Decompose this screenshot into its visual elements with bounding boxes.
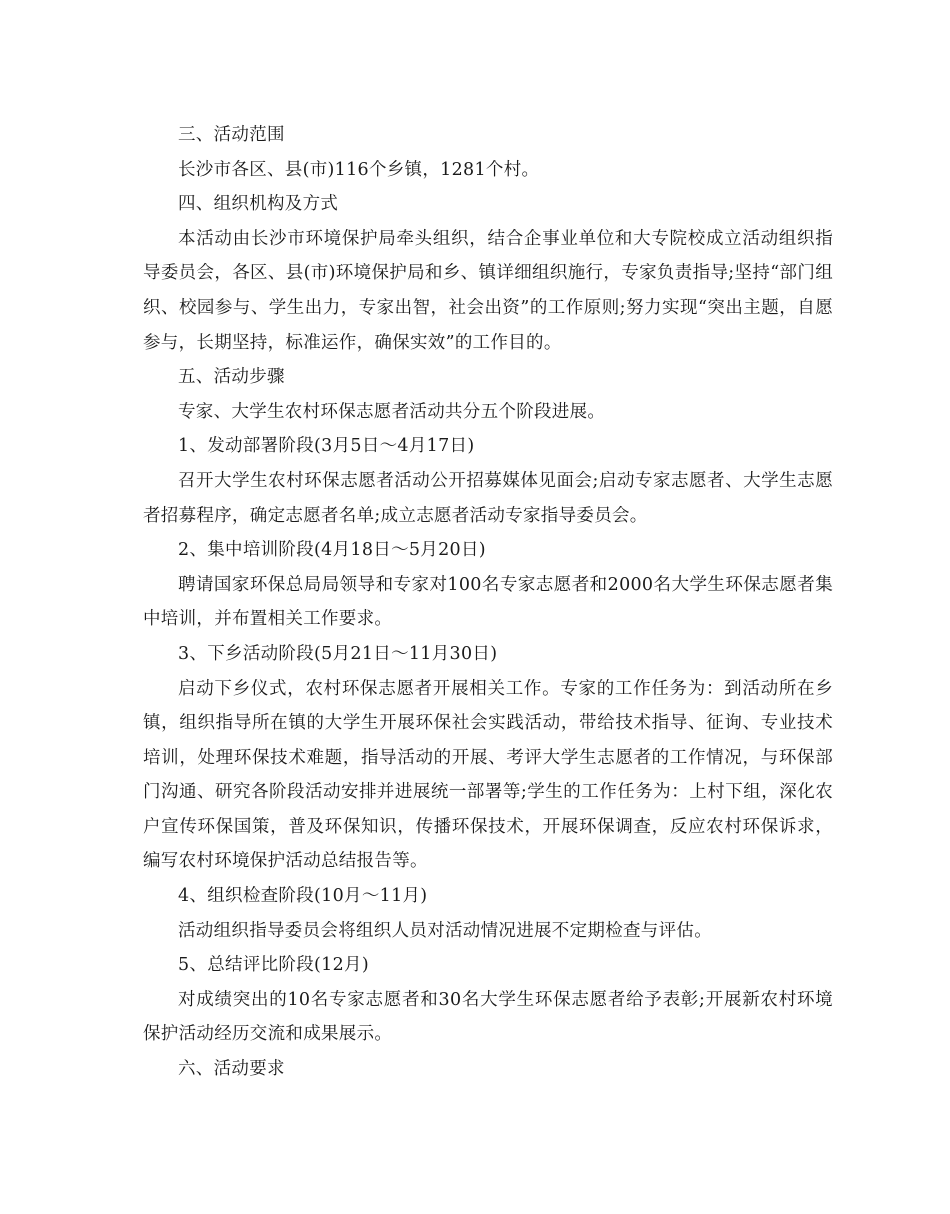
step-1-text: 召开大学生农村环保志愿者活动公开招募媒体见面会;启动专家志愿者、大学生志愿者招募程序，确定志愿者名单;成立志愿者活动专家指导委员会。 — [143, 470, 833, 526]
step-5-text: 对成绩突出的10名专家志愿者和30名大学生环保志愿者给予表彰;开展新农村环境保护活动经历交流和成果展示。 — [143, 989, 833, 1045]
steps-intro-text: 专家、大学生农村环保志愿者活动共分五个阶段进展。 — [178, 401, 606, 422]
section-heading-requirements: 六、活动要求 — [178, 1059, 285, 1080]
section-heading-scope: 三、活动范围 — [178, 125, 285, 145]
step-3-heading: 3、下乡活动阶段(5月21日～11月30日) — [178, 643, 498, 664]
step-2-heading: 2、集中培训阶段(4月18日～5月20日) — [178, 540, 486, 561]
step-2-text: 聘请国家环保总局局领导和专家对100名专家志愿者和2000名大学生环保志愿者集中培训，并布置相关工作要求。 — [143, 574, 833, 630]
section-heading-organization: 四、组织机构及方式 — [178, 194, 339, 215]
step-5-heading: 5、总结评比阶段(12月) — [178, 955, 369, 976]
scope-text: 长沙市各区、县(市)116个乡镇，1281个村。 — [178, 159, 540, 180]
step-3-text: 启动下乡仪式，农村环保志愿者开展相关工作。专家的工作任务为：到活动所在乡镇，组织指导所在镇的大学生开展环保社会实践活动，带给技术指导、征询、专业技术培训，处理环保技术难题，指导活动的开展、考评大学生志愿者的工作情况，与环保部门沟通、研究各阶段活动安排并进展统一部署等;学生的工作任务为：上村下组，深化农户宣传环保国策，普及环保知识，传播环保技术，开展环保调查，反应农村环保诉求，编写农村环境保护活动总结报告等。 — [143, 678, 833, 872]
step-4-heading: 4、组织检查阶段(10月～11月) — [178, 886, 428, 907]
step-1-heading: 1、发动部署阶段(3月5日～4月17日) — [178, 436, 475, 457]
section-heading-steps: 五、活动步骤 — [178, 367, 285, 388]
step-4-text: 活动组织指导委员会将组织人员对活动情况进展不定期检查与评估。 — [178, 920, 712, 941]
organization-text: 本活动由长沙市环境保护局牵头组织，结合企事业单位和大专院校成立活动组织指导委员会，各区、县(市)环境保护局和乡、镇详细组织施行，专家负责指导;坚持“部门组织、校园参与、学生出力，专家出智，社会出资”的工作原则;努力实现“突出主题，自愿参与，长期坚持，标准运作，确保实效”的工作目的。 — [143, 228, 833, 353]
document-page — [143, 118, 833, 1087]
